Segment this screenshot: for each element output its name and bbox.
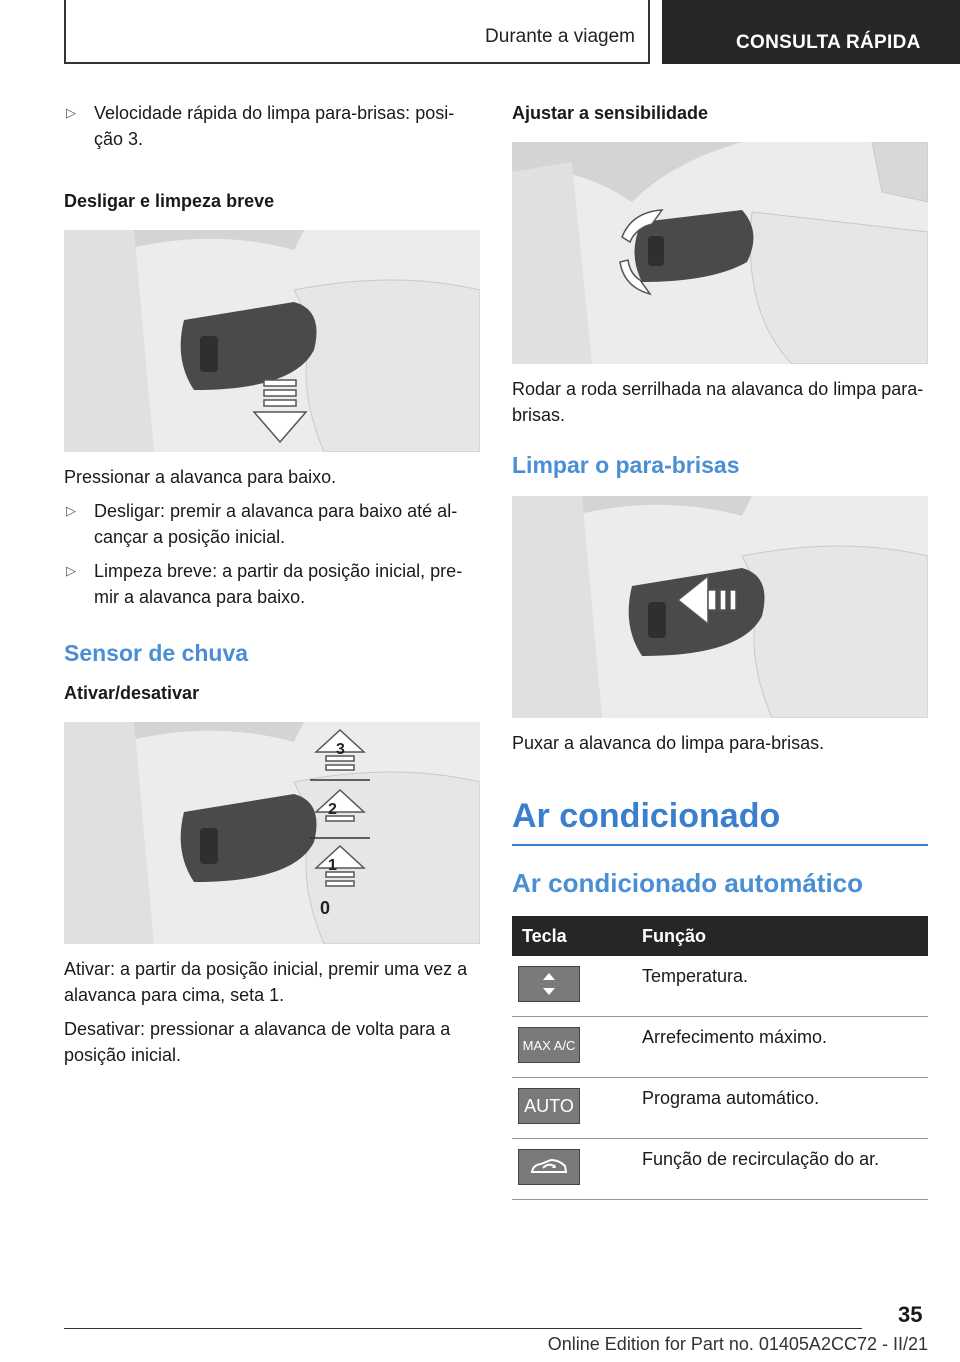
bullet-triangle-icon: ▷ — [66, 503, 76, 518]
auto-icon: AUTO — [518, 1088, 580, 1124]
para-activate: Ativar: a partir da posição inicial, premir uma vez a alavanca para cima, seta 1. — [64, 959, 468, 1005]
heading-auto-ac: Ar condicionado automático — [512, 868, 864, 898]
figure-lever-pull — [512, 496, 928, 718]
function-table — [512, 916, 928, 1200]
function-text: Temperatura. — [632, 956, 928, 1017]
bullet-triangle-icon: ▷ — [66, 563, 76, 578]
heading-rule — [512, 844, 928, 846]
figure-knurled-wheel — [512, 142, 928, 364]
left-column — [64, 100, 480, 1068]
fig-label-1: 1 — [328, 857, 337, 874]
heading-air-conditioning: Ar condicionado — [512, 797, 781, 835]
fig-label-0: 0 — [320, 898, 331, 918]
figure-lever-up — [64, 722, 480, 944]
caption-press: Pressionar a alavanca para baixo. — [64, 467, 337, 487]
function-text: Arrefecimento máximo. — [632, 1017, 928, 1078]
header-chapter: CONSULTA RÁPIDA — [662, 0, 960, 64]
table-row — [512, 956, 928, 1017]
bullet-fast: ▷ Velocidade rápida do limpa para-brisas: posi- ção 3. — [64, 100, 480, 152]
right-column — [512, 100, 928, 1200]
table-row — [512, 1017, 928, 1078]
caption-roll: Rodar a roda serrilhada na alavanca do limpa para-brisas. — [512, 379, 924, 425]
heading-clean-windscreen: Limpar o para-brisas — [512, 452, 740, 478]
function-text: Programa automático. — [632, 1078, 928, 1139]
col-header-function: Função — [632, 916, 928, 956]
function-text: Função de recirculação do ar. — [632, 1139, 928, 1200]
bullet-brief: ▷ Limpeza breve: a partir da posição inicial, pre- mir a alavanca para baixo. — [64, 558, 480, 610]
max-ac-icon: MAX A/C — [518, 1027, 580, 1063]
up-down-arrows-icon — [518, 966, 580, 1002]
para-deactivate: Desativar: pressionar a alavanca de volta para a posição inicial. — [64, 1019, 451, 1065]
footer-edition: Online Edition for Part no. 01405A2CC72 - II/21 — [547, 1334, 928, 1354]
fig-label-2: 2 — [328, 801, 337, 818]
bullet-off: ▷ Desligar: premir a alavanca para baixo até al- cançar a posição inicial. — [64, 498, 480, 550]
col-header-key: Tecla — [512, 916, 632, 956]
heading-off-brief: Desligar e limpeza breve — [64, 191, 275, 211]
header-section: Durante a viagem — [485, 26, 635, 47]
footer-rule — [64, 1328, 862, 1329]
caption-pull: Puxar a alavanca do limpa para-brisas. — [512, 733, 825, 753]
figure-lever-down — [64, 230, 480, 452]
recirculation-car-icon — [518, 1149, 580, 1185]
heading-sensitivity: Ajustar a sensibilidade — [512, 103, 709, 123]
table-row — [512, 1139, 928, 1200]
page-number: 35 — [898, 1302, 923, 1327]
fig-label-3: 3 — [336, 741, 345, 758]
bullet-triangle-icon: ▷ — [66, 105, 76, 120]
heading-rain-sensor: Sensor de chuva — [64, 640, 249, 666]
table-row — [512, 1078, 928, 1139]
heading-toggle: Ativar/desativar — [64, 683, 200, 703]
